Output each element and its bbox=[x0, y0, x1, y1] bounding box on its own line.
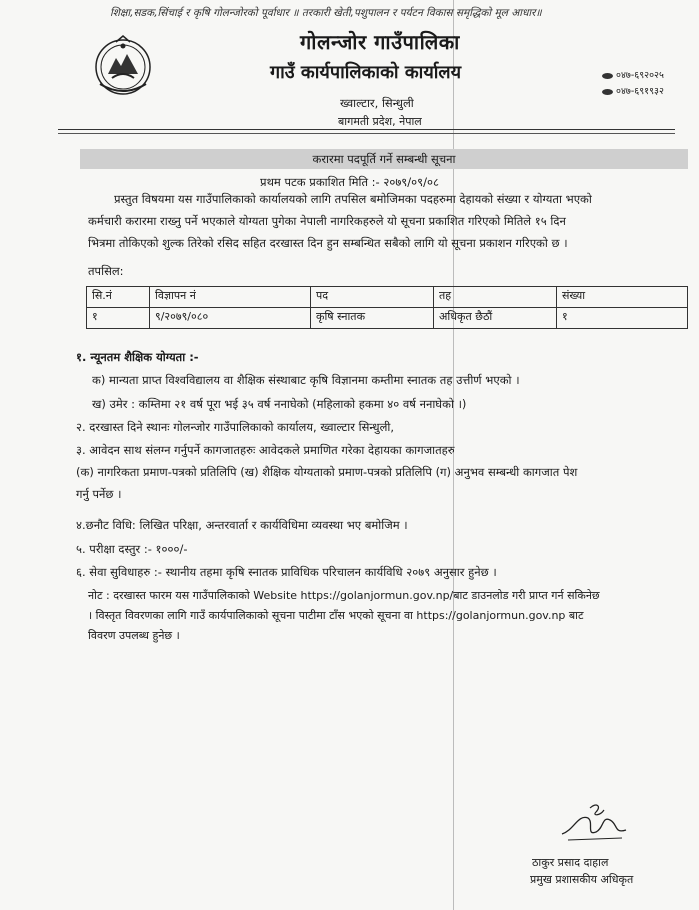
tapasil-label: तपसिल: bbox=[88, 264, 124, 278]
section-exam-fee: ५. परीक्षा दस्तुर :- १०००/- bbox=[76, 542, 188, 556]
section-application-place: २. दरखास्त दिने स्थानः गोलन्जोर गाउँपालिकाको कार्यालय, ख्वाल्टार सिन्धुली, bbox=[76, 420, 395, 434]
vacancy-table bbox=[86, 286, 688, 329]
publish-date: प्रथम पटक प्रकाशित मिति :- २०७९/०९/०८ bbox=[260, 175, 439, 189]
phone-number: ०४७-६९१९३२ bbox=[616, 86, 664, 97]
header-rule bbox=[58, 129, 675, 130]
section-facilities: ६. सेवा सुविधाहरु :- स्थानीय तहमा कृषि स्नातक प्राविधिक परिचालन कार्यविधि २०७९ अनुसार हुनेछ । bbox=[76, 565, 497, 579]
table-row bbox=[87, 308, 688, 329]
qualification-item-a: क) मान्यता प्राप्त विश्वविद्यालय वा शैक्षिक संस्थाबाट कृषि विज्ञानमा कम्तीमा स्नातक तह उत्तीर्ण भएको । bbox=[92, 373, 520, 387]
phone-1 bbox=[602, 68, 664, 81]
nepal-emblem-icon bbox=[92, 34, 154, 96]
signatory-post: प्रमुख प्रशासकीय अधिकृत bbox=[530, 873, 634, 886]
address-line-2: बागमती प्रदेश, नेपाल bbox=[338, 115, 422, 128]
note-line-3: विवरण उपलब्ध हुनेछ । bbox=[88, 629, 180, 642]
notice-title: करारमा पदपूर्ति गर्ने सम्बन्धी सूचना bbox=[80, 149, 688, 169]
table-cell: कृषि स्नातक bbox=[311, 308, 434, 329]
column-header: पद bbox=[311, 287, 434, 308]
column-header: विज्ञापन नं bbox=[150, 287, 311, 308]
address-line-1: ख्वाल्टार, सिन्धुली bbox=[340, 96, 414, 110]
note-line-2: । विस्तृत विवरणका लागि गाउँ कार्यपालिकाको सूचना पाटीमा टाँस भएको सूचना वा https://golanjormun.gov.np बाट bbox=[88, 609, 584, 622]
column-header: तह bbox=[434, 287, 557, 308]
column-header: सि.नं bbox=[87, 287, 150, 308]
section-documents: ३. आवेदन साथ संलग्न गर्नुपर्ने कागजातहरुः आवेदकले प्रमाणित गरेका देहायका कागजातहरु bbox=[76, 443, 455, 457]
section-selection-method: ४.छनौट विधि: लिखित परिक्षा, अन्तरवार्ता र कार्यविधिमा व्यवस्था भए बमोजिम । bbox=[76, 518, 408, 532]
header-motto: शिक्षा,सडक,सिंचाई र कृषि गोलन्जोरको पूर्वाधार ॥ तरकारी खेती,पशुपालन र पर्यटन विकास समृद्धिको मूल आधार॥ bbox=[110, 7, 542, 19]
section-qualification-title: १. न्यूनतम शैक्षिक योग्यता :- bbox=[76, 350, 199, 364]
table-header-row bbox=[87, 287, 688, 308]
phone-2 bbox=[602, 84, 664, 97]
table-cell: अधिकृत छैठौं bbox=[434, 308, 557, 329]
documents-list-line-1: (क) नागरिकता प्रमाण-पत्रको प्रतिलिपि (ख) शैक्षिक योग्यताको प्रमाण-पत्रको प्रतिलिपि (ग) अनुभव सम्बन्धी कागजात पेश bbox=[76, 465, 578, 479]
office-title: गाउँ कार्यपालिकाको कार्यालय bbox=[270, 62, 462, 83]
column-header: संख्या bbox=[557, 287, 688, 308]
documents-list-line-2: गर्नु पर्नेछ । bbox=[76, 487, 122, 501]
office-name: गोलन्जोर गाउँपालिका bbox=[300, 30, 460, 54]
header-rule-thin bbox=[58, 133, 675, 134]
intro-line: भित्रमा तोकिएको शुल्क तिरेको रसिद सहित दरखास्त दिन हुन सम्बन्धित सबैको लागि यो सूचना प्रकाशन गरिएको छ । bbox=[88, 236, 568, 250]
phone-icon bbox=[602, 89, 613, 95]
signature-scribble bbox=[556, 800, 636, 848]
phone-icon bbox=[602, 73, 613, 79]
signatory-name: ठाकुर प्रसाद दाहाल bbox=[532, 856, 609, 869]
table-cell: १ bbox=[557, 308, 688, 329]
table-cell: ९/२०७९/०८० bbox=[150, 308, 311, 329]
intro-line: प्रस्तुत विषयमा यस गाउँपालिकाको कार्यालयको लागि तपसिल बमोजिमका पदहरुमा देहायको संख्या र योग्यता भएको bbox=[114, 192, 592, 206]
phone-number: ०४७-६९२०२५ bbox=[616, 70, 664, 81]
table-cell: १ bbox=[87, 308, 150, 329]
intro-paragraph bbox=[88, 188, 688, 254]
intro-line: कर्मचारी करारमा राख्नु पर्ने भएकाले योग्यता पुगेका नेपाली नागरिकहरुले यो सूचना प्रकाशित गरिएको मितिले १५ दिन bbox=[88, 214, 566, 228]
note-line-1: नोट : दरखास्त फारम यस गाउँपालिकाको Website https://golanjormun.gov.np/बाट डाउनलोड गरी प्राप्त गर्न सकिनेछ bbox=[88, 589, 600, 602]
qualification-item-b: ख) उमेर : कम्तिमा २१ वर्ष पूरा भई ३५ वर्ष ननाघेको (महिलाको हकमा ४० वर्ष ननाघेको ।) bbox=[92, 397, 467, 411]
